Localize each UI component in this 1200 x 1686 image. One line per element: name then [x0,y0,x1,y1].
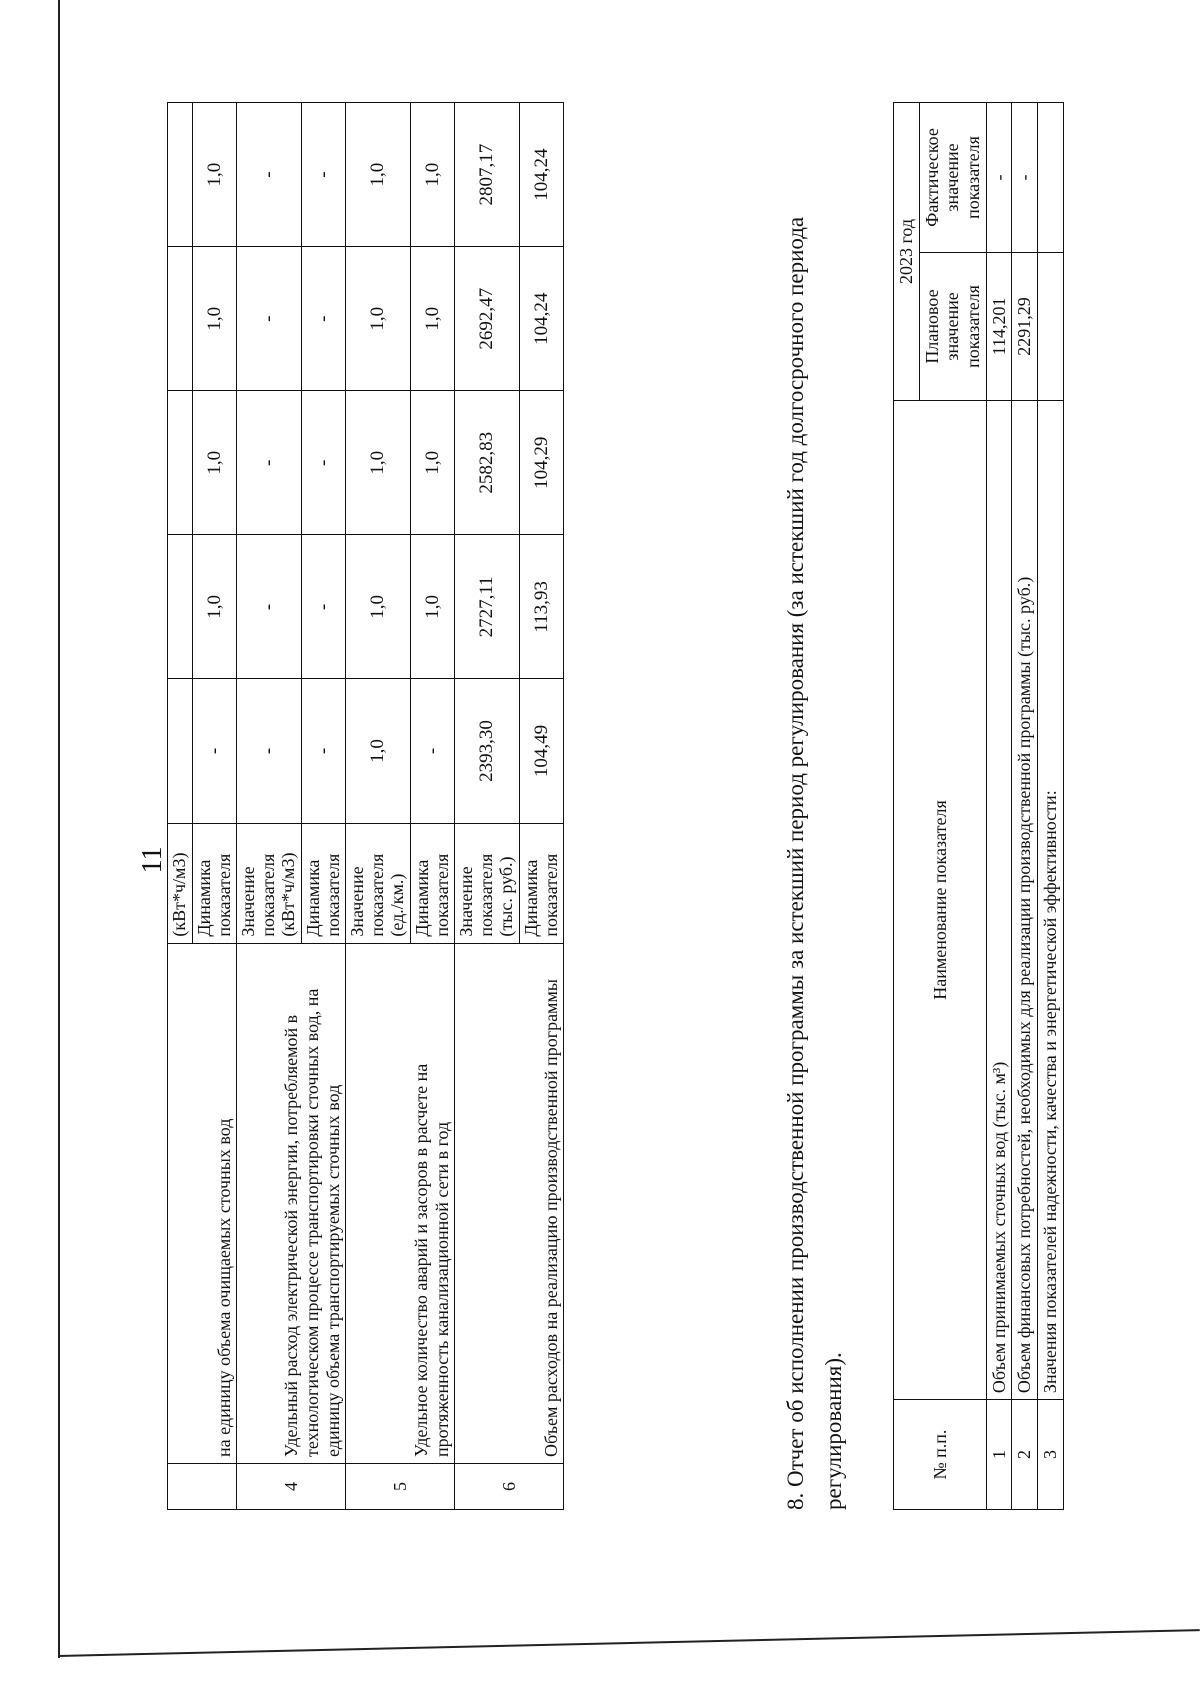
indicator-value: 2692,47 [455,247,519,391]
page-number: 11 [137,846,168,874]
table-row [1038,103,1064,1510]
indicator-value: 2807,17 [455,103,519,247]
indicator-value: 1,0 [192,391,237,535]
row-number: 3 [1038,1400,1064,1510]
indicator-value: 1,0 [410,391,455,535]
fact-value: - [986,103,1012,253]
plan-value: 2291,29 [1012,252,1038,400]
indicator-value: - [237,247,301,391]
indicator-value: - [301,679,346,823]
rotated-content [137,90,1177,1570]
indicator-value: - [301,103,346,247]
indicator-unit: Динамика показателя [301,823,346,943]
indicator-value: 104,49 [519,679,564,823]
indicator-name: Объем расходов на реализацию производственной программы [455,943,564,1463]
row-number: 6 [455,1463,564,1509]
indicator-value [168,679,193,823]
row-number: 5 [346,1463,455,1509]
indicator-name: Объем финансовых потребностей, необходимых для реализации производственной программы (тыс. руб.) [1012,400,1038,1399]
indicator-unit: Значение показателя (тыс. руб.) [455,823,519,943]
indicator-value: 1,0 [346,103,410,247]
table-row [455,103,519,1510]
indicator-value: 1,0 [410,247,455,391]
indicator-value: - [301,391,346,535]
header-name: Наименование показателя [894,400,987,1399]
header-year: 2023 год [894,103,920,401]
indicator-value: - [237,103,301,247]
indicator-value [168,391,193,535]
indicator-name: на единицу объема очищаемых сточных вод [168,943,237,1463]
indicator-value: - [237,391,301,535]
indicator-value: - [237,535,301,679]
header-fact: Фактическое значение показателя [919,103,986,253]
plan-value: 114,201 [986,252,1012,400]
row-number: 1 [986,1400,1012,1510]
indicator-value: 1,0 [410,535,455,679]
indicator-value: 1,0 [410,103,455,247]
indicator-unit: Значение показателя (ед./км.) [346,823,410,943]
indicator-value: 1,0 [346,247,410,391]
row-number: 2 [1012,1400,1038,1510]
table-row [1012,103,1038,1510]
indicator-value: 1,0 [346,679,410,823]
header-plan: Плановое значение показателя [919,252,986,400]
indicator-value: - [192,679,237,823]
fact-value: - [1012,103,1038,253]
row-number [168,1463,237,1509]
indicator-value: - [301,247,346,391]
plan-value [1038,252,1064,400]
indicator-unit: (кВт*ч/м3) [168,823,193,943]
fact-value [1038,103,1064,253]
indicator-name: Удельное количество аварий и засоров в расчете на протяженность канализационной сети в год [346,943,455,1463]
indicator-value: 2582,83 [455,391,519,535]
table-row [237,103,301,1510]
section-8-title: 8. Отчет об исполнении производственной программы за истекший период регулирования (за истекший год долгосрочного периода регулирования). [783,216,846,1510]
table-row [168,103,193,1510]
indicator-value [168,103,193,247]
indicator-unit: Значение показателя (кВт*ч/м3) [237,823,301,943]
indicator-value: 1,0 [192,103,237,247]
indicator-value: - [410,679,455,823]
row-number: 4 [237,1463,346,1509]
indicator-value: 104,24 [519,247,564,391]
indicator-name: Значения показателей надежности, качества и энергетической эффективности: [1038,400,1064,1399]
indicator-value: 1,0 [192,247,237,391]
indicator-value: 1,0 [192,535,237,679]
indicator-name: Удельный расход электрической энергии, потребляемой в технологическом процессе транспортировки сточных вод, на единицу объема транспортируемых сточных вод [237,943,346,1463]
indicator-unit: Динамика показателя [192,823,237,943]
indicator-value: 104,29 [519,391,564,535]
indicator-value: 2393,30 [455,679,519,823]
indicator-name: Объем принимаемых сточных вод (тыс. м³) [986,400,1012,1399]
indicator-unit: Динамика показателя [410,823,455,943]
indicator-value [168,247,193,391]
table-row [986,103,1012,1510]
indicators-table [167,102,564,1510]
indicator-value: 113,93 [519,535,564,679]
table-row [346,103,410,1510]
indicator-value: - [301,535,346,679]
indicator-value: 1,0 [346,535,410,679]
indicator-value: 1,0 [346,391,410,535]
indicator-value: - [237,679,301,823]
indicator-value: 2727,11 [455,535,519,679]
indicator-unit: Динамика показателя [519,823,564,943]
table-header-row [894,103,920,1510]
indicator-value: 104,24 [519,103,564,247]
header-num: № п.п. [894,1400,987,1510]
indicator-value [168,535,193,679]
execution-report-table [893,102,1064,1510]
